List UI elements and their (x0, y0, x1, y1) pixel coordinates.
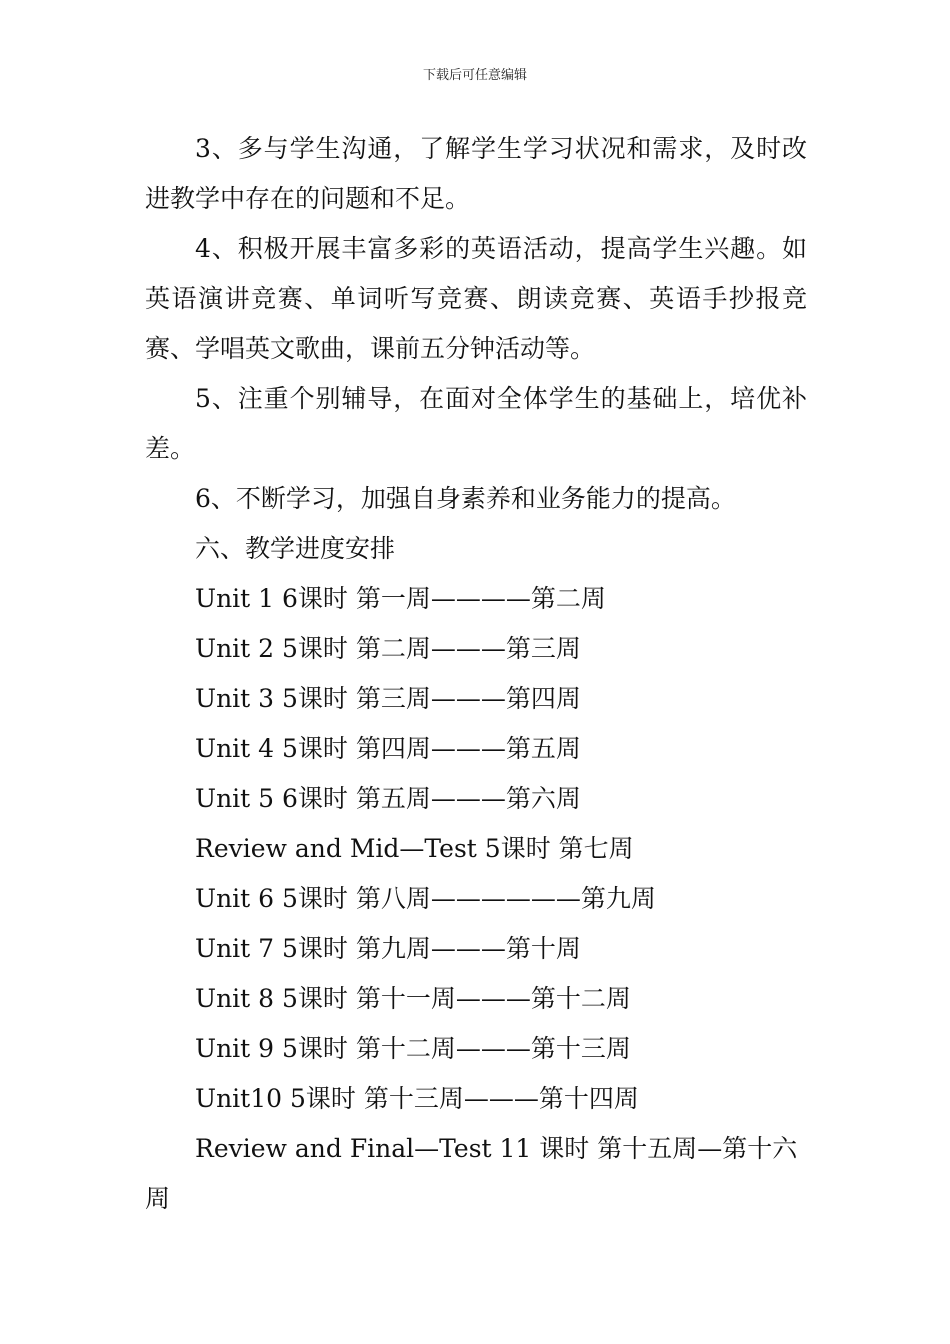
section-title: 六、教学进度安排 (195, 534, 396, 563)
schedule-row-unit-8: Unit 8 5课时 第十一周———第十二周 (195, 984, 631, 1013)
schedule-row-unit-4: Unit 4 5课时 第四周———第五周 (195, 734, 581, 763)
schedule-row-final-line1: Review and Final—Test 11 课时 第十五周—第十六 (195, 1134, 798, 1163)
schedule-row-final (145, 1124, 807, 1224)
schedule-row-unit-1: Unit 1 6课时 第一周————第二周 (195, 584, 606, 613)
schedule-row-final-line2: 周 (145, 1184, 171, 1213)
schedule-row-unit-2: Unit 2 5课时 第二周———第三周 (195, 634, 581, 663)
schedule-row-unit-7: Unit 7 5课时 第九周———第十周 (195, 934, 581, 963)
paragraph-6: 6、不断学习，加强自身素养和业务能力的提高。 (195, 484, 736, 513)
schedule-row-unit-6: Unit 6 5课时 第八周——————第九周 (195, 884, 656, 913)
schedule-row-unit-5: Unit 5 6课时 第五周———第六周 (195, 784, 581, 813)
document-body (145, 124, 807, 1224)
schedule-row-unit-3: Unit 3 5课时 第三周———第四周 (195, 684, 581, 713)
schedule-row-unit-9: Unit 9 5课时 第十二周———第十三周 (195, 1034, 631, 1063)
paragraph-5: 5、注重个别辅导，在面对全体学生的基础上，培优补差。 (145, 384, 807, 463)
schedule-row-unit-10: Unit10 5课时 第十三周———第十四周 (195, 1084, 639, 1113)
paragraph-4: 4、积极开展丰富多彩的英语活动，提高学生兴趣。如英语演讲竞赛、单词听写竞赛、朗读竞赛、英语手抄报竞赛、学唱英文歌曲，课前五分钟活动等。 (145, 234, 807, 363)
page-header: 下载后可任意编辑 (422, 68, 527, 83)
schedule-row-midterm: Review and Mid—Test 5课时 第七周 (195, 834, 634, 863)
paragraph-3: 3、多与学生沟通，了解学生学习状况和需求，及时改进教学中存在的问题和不足。 (145, 134, 807, 213)
